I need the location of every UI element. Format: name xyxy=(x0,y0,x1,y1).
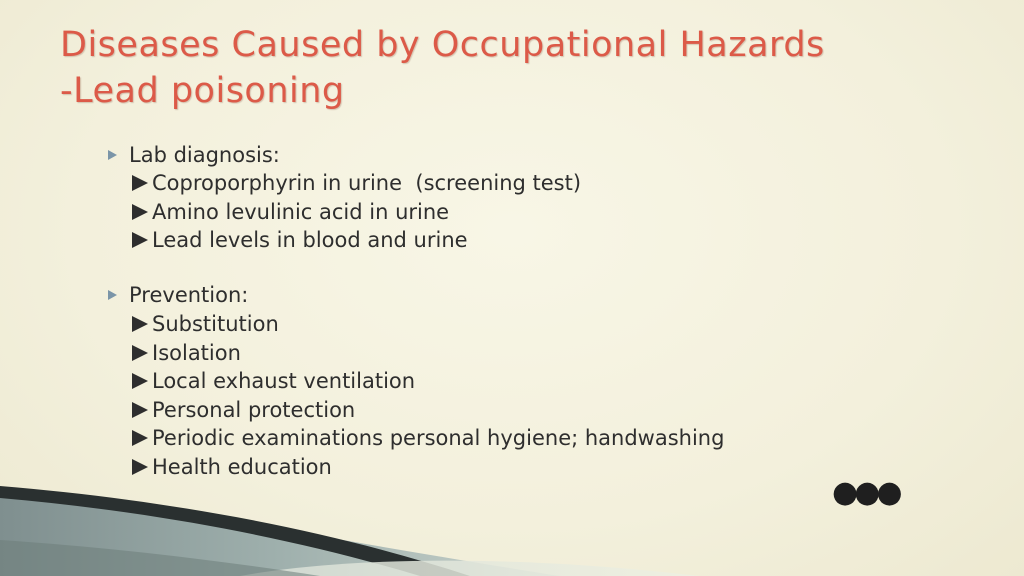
list-item: Isolation xyxy=(132,338,868,367)
section-prevention xyxy=(108,281,868,482)
list-item: Substitution xyxy=(132,310,868,339)
slide-title xyxy=(60,22,960,114)
triangle-bullet-icon xyxy=(132,459,148,475)
prevention-list xyxy=(108,310,868,482)
triangle-bullet-icon xyxy=(108,290,117,300)
triangle-bullet-icon xyxy=(132,430,148,446)
triangle-bullet-icon xyxy=(108,150,117,160)
triangle-bullet-icon xyxy=(132,402,148,418)
slide-content xyxy=(108,140,868,507)
list-item: Local exhaust ventilation xyxy=(132,367,868,396)
list-item: Health education xyxy=(132,453,868,482)
triangle-bullet-icon xyxy=(132,175,148,191)
list-item: Lead levels in blood and urine xyxy=(132,226,868,255)
list-item: Coproporphyrin in urine (screening test) xyxy=(132,169,868,198)
triangle-bullet-icon xyxy=(132,345,148,361)
section-heading: Prevention: xyxy=(129,283,249,308)
section-lab-diagnosis xyxy=(108,140,868,255)
triangle-bullet-icon xyxy=(132,204,148,220)
list-item: Amino levulinic acid in urine xyxy=(132,198,868,227)
triangle-bullet-icon xyxy=(132,373,148,389)
title-line-1: Diseases Caused by Occupational Hazards xyxy=(60,25,825,65)
list-item: Personal protection xyxy=(132,396,868,425)
section-heading: Lab diagnosis: xyxy=(129,142,280,167)
list-item: Periodic examinations personal hygiene; handwashing xyxy=(132,424,868,453)
title-line-2: -Lead poisoning xyxy=(60,71,345,111)
triangle-bullet-icon xyxy=(132,316,148,332)
triangle-bullet-icon xyxy=(132,232,148,248)
more-indicator-icon: ●●● xyxy=(832,475,899,510)
lab-diagnosis-list xyxy=(108,169,868,255)
